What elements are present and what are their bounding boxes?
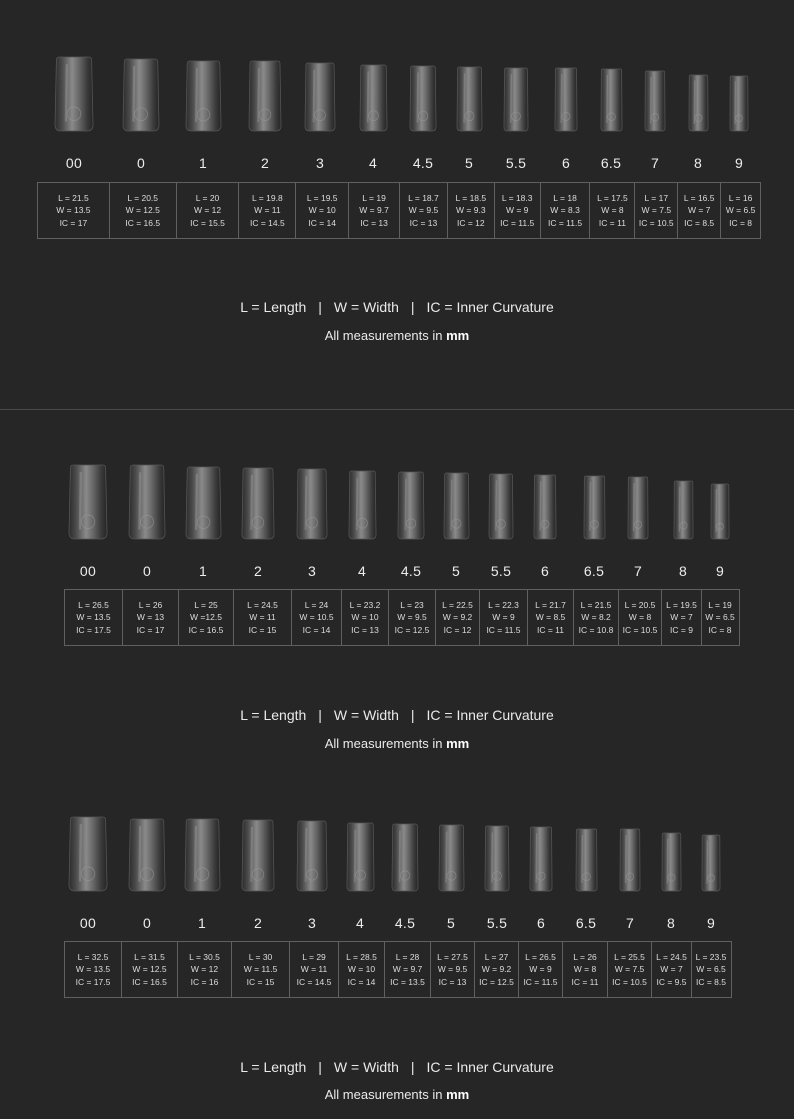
nail-tip-image bbox=[701, 834, 721, 892]
width-value: W = 8 bbox=[573, 964, 597, 975]
width-value: W = 8.3 bbox=[550, 205, 580, 216]
size-label: 8 bbox=[693, 155, 703, 171]
length-value: L = 18.3 bbox=[501, 192, 533, 203]
measurement-cell bbox=[479, 590, 527, 645]
measurement-cell bbox=[527, 590, 573, 645]
nail-tip-row bbox=[0, 460, 794, 540]
length-value: L = 16.5 bbox=[683, 192, 715, 203]
measurement-cell bbox=[291, 590, 341, 645]
length-value: L = 20.5 bbox=[127, 192, 159, 203]
size-label: 1 bbox=[198, 155, 208, 171]
length-value: L = 24.5 bbox=[247, 599, 278, 610]
length-value: L = 21.5 bbox=[58, 192, 89, 203]
inner-curvature-value: IC = 9.5 bbox=[656, 976, 687, 987]
size-label: 2 bbox=[253, 563, 263, 579]
size-label: 2 bbox=[260, 155, 270, 171]
measurement-cell bbox=[691, 942, 730, 997]
measurement-cell bbox=[720, 183, 760, 238]
width-value: W = 9.2 bbox=[481, 964, 512, 975]
length-value: L = 31.5 bbox=[134, 951, 165, 962]
measurement-cell bbox=[233, 590, 291, 645]
size-label: 3 bbox=[315, 155, 325, 171]
width-value: W = 8 bbox=[628, 612, 652, 623]
nail-tip-image bbox=[296, 820, 328, 892]
width-value: W = 12.5 bbox=[125, 205, 160, 216]
length-value: L = 26.5 bbox=[525, 951, 556, 962]
size-label: 2 bbox=[253, 915, 263, 931]
measurement-cell bbox=[618, 590, 661, 645]
measurement-cell bbox=[573, 590, 618, 645]
inner-curvature-value: IC = 10.5 bbox=[638, 217, 674, 228]
inner-curvature-value: IC = 11.5 bbox=[523, 976, 558, 987]
inner-curvature-value: IC = 15 bbox=[248, 624, 277, 635]
nail-tip-image bbox=[68, 464, 108, 540]
legend-separator: | bbox=[410, 1059, 415, 1075]
measurement-cell bbox=[238, 183, 295, 238]
inner-curvature-value: IC = 14.5 bbox=[249, 217, 285, 228]
measurement-cell bbox=[677, 183, 720, 238]
measurement-cell bbox=[289, 942, 338, 997]
inner-curvature-value: IC = 17 bbox=[59, 217, 88, 228]
nail-tip-image bbox=[688, 74, 709, 132]
measurement-cell bbox=[38, 183, 109, 238]
legend-separator: | bbox=[318, 707, 322, 723]
inner-curvature-value: IC = 16 bbox=[190, 976, 219, 987]
inner-curvature-value: IC = 16.5 bbox=[125, 217, 161, 228]
length-value: L = 19.8 bbox=[252, 192, 283, 203]
width-value: W = 9.7 bbox=[392, 964, 423, 975]
width-value: W = 9.2 bbox=[442, 612, 473, 623]
length-value: L = 26.5 bbox=[78, 599, 109, 610]
nail-tip-image bbox=[54, 56, 94, 132]
nail-tip-image bbox=[348, 470, 377, 540]
width-value: W = 8.5 bbox=[535, 612, 566, 623]
length-value: L = 24.5 bbox=[656, 951, 687, 962]
measurement-cell bbox=[121, 942, 177, 997]
units-note-unit: mm bbox=[446, 1087, 470, 1102]
inner-curvature-value: IC = 14 bbox=[347, 976, 376, 987]
nail-tip-image bbox=[644, 70, 666, 132]
length-value: L = 23.2 bbox=[349, 599, 381, 610]
nail-tip-image bbox=[710, 483, 730, 540]
inner-curvature-value: IC = 15.5 bbox=[190, 217, 225, 228]
size-label: 6.5 bbox=[600, 155, 622, 171]
size-label-row bbox=[0, 915, 794, 935]
inner-curvature-value: IC = 13 bbox=[351, 624, 379, 635]
nail-tip-image bbox=[304, 62, 336, 132]
units-note-unit: mm bbox=[446, 736, 470, 751]
nail-tip-image bbox=[68, 816, 108, 892]
units-note-text: All measurements in bbox=[324, 1087, 447, 1102]
size-label-row bbox=[0, 563, 794, 583]
nail-tip-image bbox=[600, 68, 623, 132]
size-label: 6.5 bbox=[583, 563, 605, 579]
width-value: W = 9 bbox=[492, 612, 515, 623]
width-value: W = 7 bbox=[660, 964, 683, 975]
width-value: W = 6.5 bbox=[696, 964, 726, 975]
nail-tip-image bbox=[661, 832, 682, 892]
nail-tip-image bbox=[554, 67, 578, 132]
legend-separator: | bbox=[318, 1059, 322, 1075]
length-value: L = 23 bbox=[400, 599, 424, 610]
inner-curvature-value: IC = 13 bbox=[360, 217, 388, 228]
nail-tip-image bbox=[443, 472, 470, 540]
length-value: L = 18.5 bbox=[455, 192, 487, 203]
inner-curvature-value: IC = 11.5 bbox=[500, 217, 535, 228]
size-label: 5.5 bbox=[486, 915, 508, 931]
size-label: 4.5 bbox=[412, 155, 434, 171]
size-label: 4 bbox=[355, 915, 365, 931]
legend-width: W = Width bbox=[333, 299, 399, 315]
nail-tip-image bbox=[456, 66, 483, 132]
width-value: W = 7.5 bbox=[614, 964, 645, 975]
nail-tip-image bbox=[488, 473, 514, 540]
inner-curvature-value: IC = 11.5 bbox=[486, 624, 521, 635]
width-value: W = 7 bbox=[670, 612, 693, 623]
nail-tip-image bbox=[122, 58, 160, 132]
nail-tip-image bbox=[627, 476, 649, 540]
size-label: 5.5 bbox=[490, 563, 512, 579]
measurement-cell bbox=[177, 942, 231, 997]
width-value: W = 10 bbox=[308, 205, 336, 216]
width-value: W = 9.7 bbox=[359, 205, 389, 216]
nail-tip-image bbox=[391, 823, 419, 892]
width-value: W = 12.5 bbox=[132, 964, 167, 975]
measurement-cell bbox=[474, 942, 518, 997]
width-value: W = 6.5 bbox=[725, 205, 756, 216]
length-value: L = 19.5 bbox=[306, 192, 338, 203]
size-label: 9 bbox=[734, 155, 744, 171]
nail-tip-image bbox=[575, 828, 598, 892]
size-label: 9 bbox=[715, 563, 725, 579]
size-label: 9 bbox=[706, 915, 716, 931]
nail-tip-image bbox=[673, 480, 694, 540]
nail-tip-image bbox=[185, 466, 222, 540]
width-value: W = 9.5 bbox=[397, 612, 427, 623]
size-label: 0 bbox=[142, 563, 152, 579]
nail-tip-image bbox=[346, 822, 375, 892]
measurement-cell bbox=[701, 590, 738, 645]
size-label: 4 bbox=[357, 563, 367, 579]
length-value: L = 19 bbox=[708, 599, 732, 610]
nail-tip-image bbox=[185, 60, 222, 132]
length-value: L = 24 bbox=[304, 599, 329, 610]
inner-curvature-value: IC = 17 bbox=[136, 624, 165, 635]
width-value: W = 9 bbox=[505, 205, 529, 216]
width-value: W = 9.5 bbox=[437, 964, 468, 975]
size-label: 6 bbox=[536, 915, 546, 931]
size-label: 4.5 bbox=[400, 563, 422, 579]
size-label: 5 bbox=[446, 915, 456, 931]
length-value: L = 30 bbox=[248, 951, 273, 962]
size-label: 00 bbox=[79, 915, 97, 931]
measurement-cell bbox=[518, 942, 562, 997]
width-value: W = 13.5 bbox=[75, 964, 111, 975]
nail-tip-image bbox=[409, 65, 437, 132]
width-value: W = 9.3 bbox=[456, 205, 486, 216]
inner-curvature-value: IC = 9 bbox=[670, 624, 693, 635]
width-value: W = 9 bbox=[529, 964, 552, 975]
nail-tip-image bbox=[128, 818, 166, 892]
width-value: W = 7 bbox=[687, 205, 711, 216]
inner-curvature-value: IC = 16.5 bbox=[132, 976, 167, 987]
inner-curvature-value: IC = 17.5 bbox=[75, 976, 111, 987]
units-note-text: All measurements in bbox=[324, 328, 447, 343]
width-value: W = 13.5 bbox=[56, 205, 91, 216]
nail-tip-image bbox=[529, 826, 553, 892]
measurement-cell bbox=[399, 183, 447, 238]
width-value: W = 11.5 bbox=[243, 964, 278, 975]
units-note-unit: mm bbox=[446, 328, 470, 343]
inner-curvature-value: IC = 13 bbox=[438, 976, 467, 987]
inner-curvature-value: IC = 17.5 bbox=[76, 624, 111, 635]
measurement-cell bbox=[65, 590, 122, 645]
measurement-cell bbox=[562, 942, 607, 997]
legend bbox=[0, 299, 794, 315]
length-value: L = 17.5 bbox=[597, 192, 628, 203]
nail-tip-image bbox=[241, 819, 275, 892]
nail-tip-image bbox=[184, 818, 221, 892]
measurement-cell bbox=[540, 183, 590, 238]
measurement-table bbox=[37, 182, 761, 239]
legend-length: L = Length bbox=[240, 1059, 307, 1075]
width-value: W = 6.5 bbox=[705, 612, 735, 623]
measurement-table bbox=[64, 589, 740, 646]
measurement-cell bbox=[607, 942, 651, 997]
nail-tip-row bbox=[0, 812, 794, 892]
width-value: W = 13.5 bbox=[76, 612, 111, 623]
measurement-cell bbox=[178, 590, 233, 645]
inner-curvature-value: IC = 13.5 bbox=[390, 976, 425, 987]
measurement-cell bbox=[65, 942, 121, 997]
size-label: 0 bbox=[142, 915, 152, 931]
nail-tip-image bbox=[583, 475, 606, 540]
length-value: L = 20 bbox=[195, 192, 220, 203]
size-label: 5.5 bbox=[505, 155, 527, 171]
units-note bbox=[0, 736, 794, 751]
nail-tip-image bbox=[729, 75, 749, 132]
nail-tip-image bbox=[503, 67, 529, 132]
legend-separator: | bbox=[410, 707, 415, 723]
inner-curvature-value: IC = 10.5 bbox=[622, 624, 658, 635]
legend-separator: | bbox=[410, 299, 415, 315]
measurement-cell bbox=[589, 183, 634, 238]
length-value: L = 32.5 bbox=[77, 951, 109, 962]
inner-curvature-value: IC = 14 bbox=[302, 624, 331, 635]
measurement-cell bbox=[447, 183, 494, 238]
length-value: L = 18.7 bbox=[408, 192, 439, 203]
size-label: 3 bbox=[307, 563, 317, 579]
length-value: L = 29 bbox=[302, 951, 326, 962]
width-value: W = 10 bbox=[347, 964, 376, 975]
length-value: L = 18 bbox=[553, 192, 577, 203]
measurement-cell bbox=[634, 183, 677, 238]
size-label: 5 bbox=[464, 155, 474, 171]
inner-curvature-value: IC = 11.5 bbox=[548, 217, 583, 228]
size-label: 5 bbox=[451, 563, 461, 579]
measurement-cell bbox=[341, 590, 388, 645]
length-value: L = 19.5 bbox=[666, 599, 697, 610]
size-label: 3 bbox=[307, 915, 317, 931]
nail-tip-image bbox=[128, 464, 166, 540]
measurement-cell bbox=[388, 590, 435, 645]
legend-length: L = Length bbox=[240, 707, 307, 723]
legend bbox=[0, 1059, 794, 1075]
size-label: 7 bbox=[633, 563, 643, 579]
inner-curvature-value: IC = 8.5 bbox=[684, 217, 715, 228]
measurement-cell bbox=[109, 183, 176, 238]
size-label: 00 bbox=[65, 155, 83, 171]
measurement-cell bbox=[295, 183, 348, 238]
length-value: L = 28.5 bbox=[346, 951, 377, 962]
size-label: 8 bbox=[678, 563, 688, 579]
nail-tip-image bbox=[484, 825, 510, 892]
legend-separator: | bbox=[318, 299, 322, 315]
width-value: W = 9.5 bbox=[408, 205, 439, 216]
legend-inner-curvature: IC = Inner Curvature bbox=[426, 707, 554, 723]
inner-curvature-value: IC = 11 bbox=[571, 976, 599, 987]
inner-curvature-value: IC = 11 bbox=[536, 624, 564, 635]
inner-curvature-value: IC = 15 bbox=[246, 976, 275, 987]
nail-tip-image bbox=[533, 474, 557, 540]
width-value: W = 12 bbox=[190, 964, 219, 975]
measurement-cell bbox=[661, 590, 701, 645]
nail-tip-image bbox=[619, 828, 641, 892]
width-value: W = 11 bbox=[300, 964, 328, 975]
measurement-cell bbox=[494, 183, 540, 238]
size-label: 6 bbox=[540, 563, 550, 579]
length-value: L = 21.5 bbox=[580, 599, 612, 610]
size-label: 8 bbox=[666, 915, 676, 931]
units-note-text: All measurements in bbox=[324, 736, 447, 751]
size-label: 0 bbox=[136, 155, 146, 171]
inner-curvature-value: IC = 8 bbox=[708, 624, 732, 635]
length-value: L = 23.5 bbox=[695, 951, 727, 962]
size-label-row bbox=[0, 155, 794, 175]
measurement-cell bbox=[176, 183, 239, 238]
width-value: W = 8 bbox=[601, 205, 624, 216]
inner-curvature-value: IC = 16.5 bbox=[188, 624, 224, 635]
inner-curvature-value: IC = 14 bbox=[308, 217, 337, 228]
nail-tip-image bbox=[296, 468, 328, 540]
length-value: L = 25 bbox=[194, 599, 218, 610]
length-value: L = 22.5 bbox=[442, 599, 473, 610]
inner-curvature-value: IC = 12.5 bbox=[394, 624, 430, 635]
width-value: W = 13 bbox=[136, 612, 165, 623]
width-value: W = 11 bbox=[249, 612, 276, 623]
size-label: 7 bbox=[625, 915, 635, 931]
size-label: 00 bbox=[79, 563, 97, 579]
legend bbox=[0, 707, 794, 723]
measurement-cell bbox=[384, 942, 430, 997]
length-value: L = 20.5 bbox=[624, 599, 656, 610]
measurement-cell bbox=[338, 942, 384, 997]
width-value: W = 12 bbox=[193, 205, 222, 216]
nail-tip-image bbox=[438, 824, 465, 892]
width-value: W = 7.5 bbox=[641, 205, 672, 216]
width-value: W = 10 bbox=[351, 612, 379, 623]
size-label: 1 bbox=[198, 563, 208, 579]
nail-tip-image bbox=[241, 467, 275, 540]
units-note bbox=[0, 1087, 794, 1102]
inner-curvature-value: IC = 8.5 bbox=[695, 976, 726, 987]
length-value: L = 22.3 bbox=[488, 599, 519, 610]
inner-curvature-value: IC = 14.5 bbox=[296, 976, 332, 987]
size-label: 7 bbox=[650, 155, 660, 171]
length-value: L = 25.5 bbox=[614, 951, 645, 962]
size-label: 6.5 bbox=[575, 915, 597, 931]
measurement-cell bbox=[435, 590, 479, 645]
width-value: W =12.5 bbox=[190, 612, 222, 623]
nail-tip-image bbox=[248, 60, 282, 132]
measurement-cell bbox=[231, 942, 289, 997]
length-value: L = 26 bbox=[138, 599, 163, 610]
legend-width: W = Width bbox=[333, 1059, 399, 1075]
width-value: W = 11 bbox=[254, 205, 281, 216]
measurement-cell bbox=[348, 183, 399, 238]
inner-curvature-value: IC = 13 bbox=[409, 217, 438, 228]
inner-curvature-value: IC = 10.5 bbox=[612, 976, 647, 987]
units-note bbox=[0, 328, 794, 343]
legend-length: L = Length bbox=[240, 299, 307, 315]
length-value: L = 28 bbox=[395, 951, 420, 962]
width-value: W = 8.2 bbox=[581, 612, 611, 623]
legend-width: W = Width bbox=[333, 707, 399, 723]
nail-tip-image bbox=[359, 64, 388, 132]
length-value: L = 16 bbox=[728, 192, 753, 203]
inner-curvature-value: IC = 8 bbox=[729, 217, 753, 228]
measurement-cell bbox=[651, 942, 691, 997]
legend-inner-curvature: IC = Inner Curvature bbox=[426, 1059, 554, 1075]
section-divider bbox=[0, 409, 794, 410]
length-value: L = 19 bbox=[362, 192, 386, 203]
inner-curvature-value: IC = 12 bbox=[456, 217, 485, 228]
length-value: L = 27.5 bbox=[437, 951, 468, 962]
nail-tip-row bbox=[0, 52, 794, 132]
size-label: 6 bbox=[561, 155, 571, 171]
inner-curvature-value: IC = 12.5 bbox=[479, 976, 514, 987]
nail-tip-image bbox=[397, 471, 425, 540]
length-value: L = 26 bbox=[573, 951, 597, 962]
length-value: L = 30.5 bbox=[189, 951, 220, 962]
measurement-table bbox=[64, 941, 732, 998]
inner-curvature-value: IC = 11 bbox=[598, 217, 626, 228]
length-value: L = 17 bbox=[644, 192, 669, 203]
measurement-cell bbox=[122, 590, 178, 645]
size-label: 4 bbox=[368, 155, 378, 171]
legend-inner-curvature: IC = Inner Curvature bbox=[426, 299, 554, 315]
measurement-cell bbox=[430, 942, 474, 997]
width-value: W = 10.5 bbox=[299, 612, 334, 623]
length-value: L = 27 bbox=[484, 951, 509, 962]
size-label: 4.5 bbox=[394, 915, 416, 931]
inner-curvature-value: IC = 10.8 bbox=[578, 624, 614, 635]
inner-curvature-value: IC = 12 bbox=[443, 624, 472, 635]
length-value: L = 21.7 bbox=[535, 599, 566, 610]
size-label: 1 bbox=[197, 915, 207, 931]
